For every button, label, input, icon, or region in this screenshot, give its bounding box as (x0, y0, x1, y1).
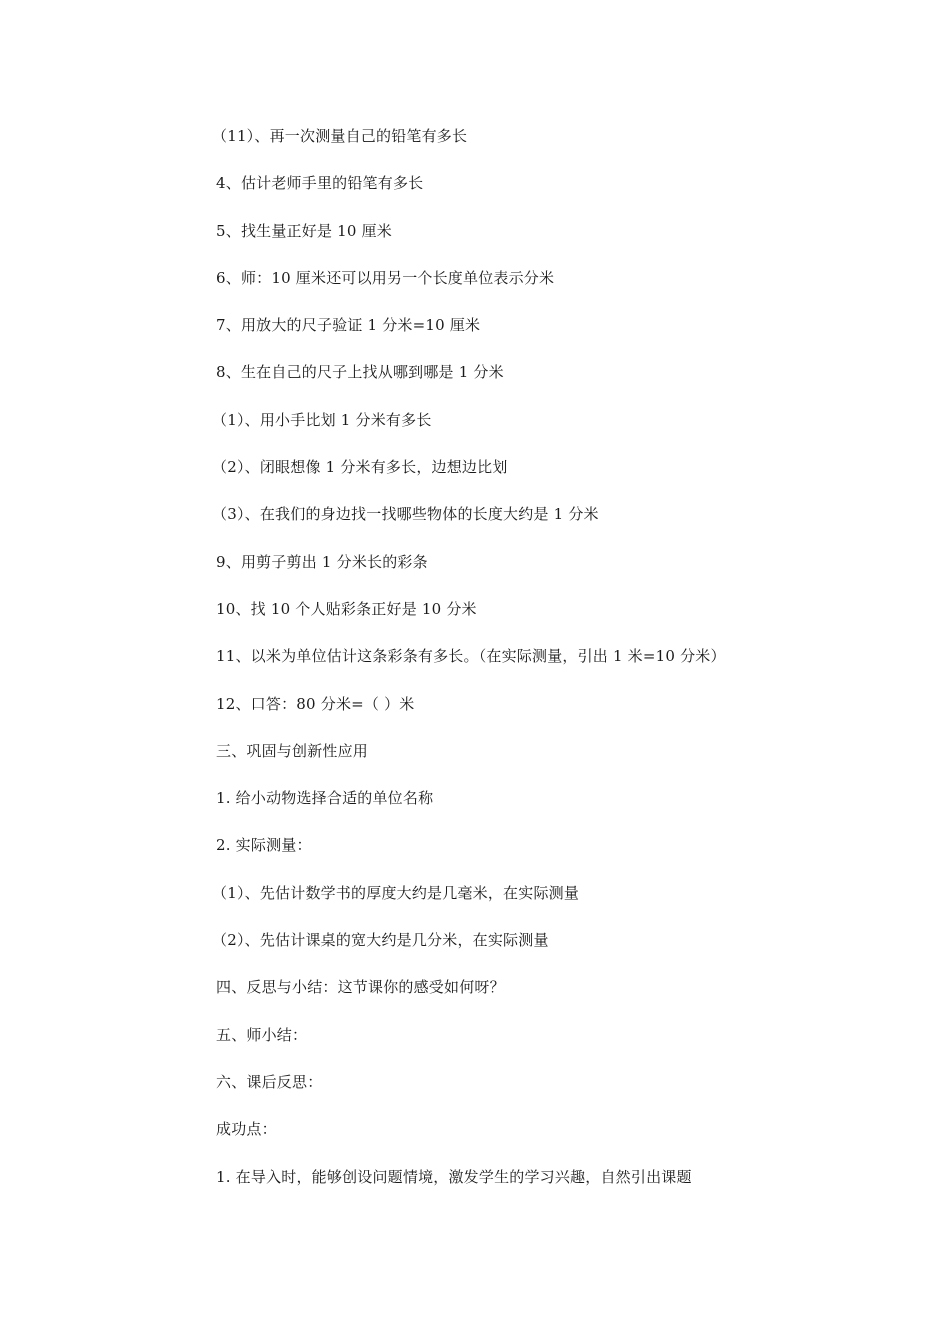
text-line: 成功点： (216, 1120, 277, 1139)
text-line: （2）、闭眼想像 1 分米有多长，边想边比划 (212, 458, 508, 477)
text-line: 6、师：10 厘米还可以用另一个长度单位表示分米 (216, 268, 555, 287)
section-heading: 三、巩固与创新性应用 (216, 741, 369, 760)
text-line: 2. 实际测量： (216, 836, 312, 855)
text-line: 5、找生量正好是 10 厘米 (216, 221, 392, 240)
text-line: 8、生在自己的尺子上找从哪到哪是 1 分米 (216, 363, 504, 382)
text-line: 9、用剪子剪出 1 分米长的彩条 (216, 552, 428, 571)
section-heading: 五、师小结： (216, 1025, 308, 1044)
text-line: 1. 给小动物选择合适的单位名称 (216, 789, 434, 808)
document-body (212, 124, 856, 1212)
text-line: 11、以米为单位估计这条彩条有多长。（在实际测量，引出 1 米=10 分米） (216, 647, 726, 666)
section-heading: 四、反思与小结：这节课你的感受如何呀？ (216, 978, 505, 997)
text-line: （1）、先估计数学书的厚度大约是几毫米，在实际测量 (212, 883, 580, 902)
text-line: 4、估计老师手里的铅笔有多长 (216, 174, 424, 193)
section-heading: 六、课后反思： (216, 1072, 323, 1091)
text-line: （1）、用小手比划 1 分米有多长 (212, 410, 432, 429)
text-line: 12、口答：80 分米=（ ）米 (216, 694, 415, 713)
text-line: （2）、先估计课桌的宽大约是几分米，在实际测量 (212, 931, 549, 950)
text-line: 1. 在导入时，能够创设问题情境，激发学生的学习兴趣，自然引出课题 (216, 1167, 692, 1186)
text-line: 10、找 10 个人贴彩条正好是 10 分米 (216, 599, 477, 618)
text-line: 7、用放大的尺子验证 1 分米=10 厘米 (216, 316, 481, 335)
text-line: （11）、再一次测量自己的铅笔有多长 (212, 127, 468, 145)
text-line: （3）、在我们的身边找一找哪些物体的长度大约是 1 分米 (212, 505, 599, 524)
